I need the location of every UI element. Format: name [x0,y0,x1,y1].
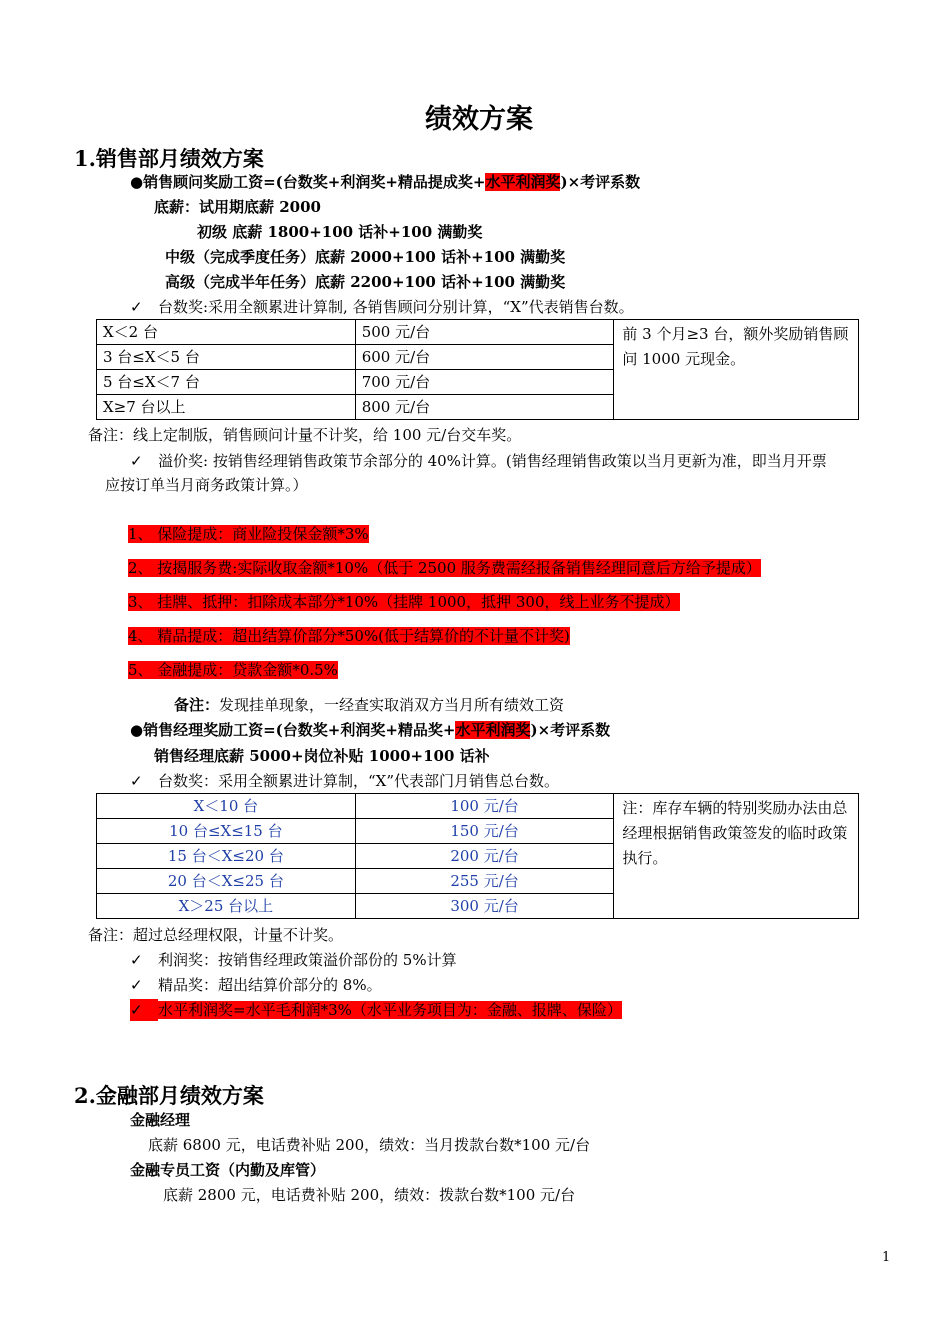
check-icon: ✓ [130,999,158,1021]
red-item-4: 4、 精品提成：超出结算价部分*50%(低于结算价的不计量不计奖) [128,627,570,645]
table-cell: 20 台＜X≤25 台 [97,869,356,894]
red-item-5: 5、 金融提成：贷款金额*0.5% [128,661,338,679]
manager-horizontal-bonus-text: 水平利润奖=水平毛利润*3%（水平业务项目为：金融、报牌、保险） [158,1001,622,1019]
table-cell: 3 台≤X＜5 台 [97,345,356,370]
list-item [128,523,369,545]
section2-heading: 2.金融部月绩效方案 [74,1083,264,1108]
red-item-2: 2、 按揭服务费:实际收取金额*10%（低于 2500 服务费需经报备销售经理同意后方给予提成） [128,559,761,577]
manager-table-note: 注：库存车辆的特别奖励办法由总经理根据销售政策签发的临时政策执行。 [614,794,859,919]
page-number: 1 [882,1250,891,1265]
advisor-senior-level: 高级（完成半年任务）底薪 2200+100 话补+100 满勤奖 [165,273,566,291]
manager-count-bonus-text: 台数奖：采用全额累进计算制，“X”代表部门月销售总台数。 [158,772,560,790]
check-icon: ✓ [130,976,143,994]
table-row [97,320,859,345]
list-item [128,659,338,681]
advisor-middle-level: 中级（完成季度任务）底薪 2000+100 话补+100 满勤奖 [165,248,566,266]
manager-accessory-bonus-text: 精品奖：超出结算价部分的 8%。 [158,976,382,994]
advisor-premium-line2: 应按订单当月商务政策计算。） [105,476,308,494]
manager-formula-a: ●销售经理奖励工资=(台数奖+利润奖+精品奖+ [130,721,456,739]
table-cell: X＞25 台以上 [97,894,356,919]
manager-accessory-bonus [130,974,382,996]
list-item [128,591,680,613]
manager-formula-highlight: 水平利润奖 [455,721,531,739]
check-icon: ✓ [130,772,143,790]
manager-count-table [96,793,859,919]
manager-base-salary: 销售经理底薪 5000+岗位补贴 1000+100 话补 [154,747,490,765]
advisor-formula-a: ●销售顾问奖励工资=(台数奖+利润奖+精品提成奖+ [130,173,486,191]
manager-horizontal-bonus [130,999,622,1021]
check-icon: ✓ [130,452,143,470]
table-cell: 150 元/台 [355,819,614,844]
table-cell: X＜2 台 [97,320,356,345]
check-icon: ✓ [130,951,143,969]
advisor-junior-level: 初级 底薪 1800+100 话补+100 满勤奖 [197,223,483,241]
advisor-premium-bonus [130,450,827,472]
advisor-remark2 [174,694,564,716]
table-cell: 800 元/台 [355,395,614,420]
list-item [128,557,761,579]
table-cell: 10 台≤X≤15 台 [97,819,356,844]
finance-manager-text: 底薪 6800 元，电话费补贴 200，绩效：当月拨款台数*100 元/台 [148,1136,591,1154]
advisor-formula [130,171,640,193]
advisor-remark2-text: 发现挂单现象，一经查实取消双方当月所有绩效工资 [219,696,565,714]
table-cell: X＜10 台 [97,794,356,819]
manager-profit-bonus-text: 利润奖：按销售经理政策溢价部份的 5%计算 [158,951,457,969]
check-icon: ✓ [130,298,143,316]
table-cell: 700 元/台 [355,370,614,395]
manager-formula [130,719,610,741]
finance-staff-label: 金融专员工资（内勤及库管） [130,1161,326,1179]
advisor-formula-b: )×考评系数 [560,173,641,191]
red-item-3: 3、 挂牌、抵押：扣除成本部分*10%（挂牌 1000，抵押 300，线上业务不提成） [128,593,680,611]
advisor-count-bonus [130,296,634,318]
table-cell: 5 台≤X＜7 台 [97,370,356,395]
table-cell: X≥7 台以上 [97,395,356,420]
finance-manager-label: 金融经理 [130,1111,191,1129]
table-row [97,794,859,819]
red-item-1: 1、 保险提成：商业险投保金额*3% [128,525,369,543]
manager-count-bonus [130,770,559,792]
advisor-remark2-label: 备注： [174,696,220,714]
section1-heading: 1.销售部月绩效方案 [74,146,264,171]
finance-staff-text: 底薪 2800 元，电话费补贴 200，绩效：拨款台数*100 元/台 [163,1186,576,1204]
table-cell: 255 元/台 [355,869,614,894]
table-cell: 600 元/台 [355,345,614,370]
table-cell: 15 台＜X≤20 台 [97,844,356,869]
list-item [128,625,570,647]
manager-formula-b: )×考评系数 [530,721,611,739]
advisor-remark: 备注：线上定制版，销售顾问计量不计奖，给 100 元/台交车奖。 [88,426,522,444]
advisor-count-table [96,319,859,420]
table-cell: 100 元/台 [355,794,614,819]
advisor-formula-highlight: 水平利润奖 [485,173,561,191]
document-title: 绩效方案 [425,104,533,135]
manager-remark: 备注：超过总经理权限，计量不计奖。 [88,926,344,944]
table-cell: 500 元/台 [355,320,614,345]
advisor-count-bonus-text: 台数奖:采用全额累进计算制, 各销售顾问分别计算，“X”代表销售台数。 [158,298,634,316]
table-cell: 200 元/台 [355,844,614,869]
advisor-base-salary: 底薪：试用期底薪 2000 [154,198,321,216]
manager-profit-bonus [130,949,457,971]
advisor-premium-line1: 溢价奖: 按销售经理销售政策节余部分的 40%计算。(销售经理销售政策以当月更新为准，即当月开票 [158,452,827,470]
advisor-table-note: 前 3 个月≥3 台，额外奖励销售顾问 1000 元现金。 [614,320,859,420]
table-cell: 300 元/台 [355,894,614,919]
